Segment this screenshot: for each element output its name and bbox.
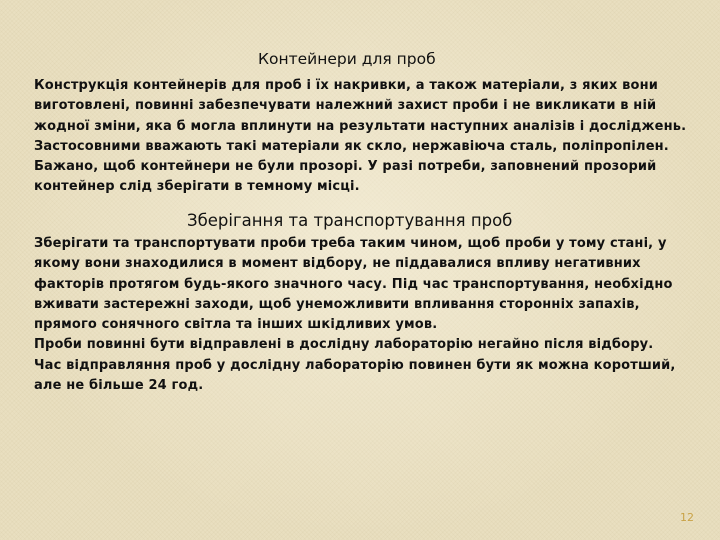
body-line: вживати застережні заходи, щоб унеможливити впливання сторонніх запахів,	[34, 296, 640, 312]
body-line: контейнер слід зберігати в темному місці.	[34, 179, 360, 195]
body-line: факторів протягом будь-якого значного часу. Під час транспортування, необхідно	[34, 276, 673, 292]
body-line: виготовлені, повинні забезпечувати належний захист проби і не викликати в ній	[34, 98, 657, 114]
body-line: якому вони знаходилися в момент відбору, не піддавалися впливу негативних	[34, 256, 641, 272]
body-line: Зберігати та транспортувати проби треба таким чином, щоб проби у тому стані, у	[34, 236, 667, 251]
section-title-storage: Зберігання та транспортування проб	[187, 211, 513, 230]
body-line: але не більше 24 год.	[34, 378, 204, 394]
body-line: Час відправляння проб у дослідну лабораторію повинен бути як можна коротший,	[34, 357, 676, 373]
section-title-containers: Контейнери для проб	[258, 50, 436, 68]
body-line: жодної зміни, яка б могла вплинути на результати наступних аналізів і досліджень.	[34, 118, 687, 134]
body-line: Бажано, щоб контейнери не були прозорі. У разі потреби, заповнений прозорий	[34, 159, 657, 175]
body-line: Застосовними вважають такі матеріали як скло, нержавіюча сталь, поліпропілен.	[34, 138, 669, 154]
body-line: Проби повинні бути відправлені в дослідну лабораторію негайно після відбору.	[34, 337, 654, 353]
page-number: 12	[680, 511, 694, 524]
section-body-storage	[34, 234, 694, 396]
body-line: Конструкція контейнерів для проб і їх накривки, а також матеріали, з яких вони	[34, 78, 658, 93]
section-body-containers	[34, 76, 694, 198]
body-line: прямого сонячного світла та інших шкідливих умов.	[34, 317, 438, 333]
